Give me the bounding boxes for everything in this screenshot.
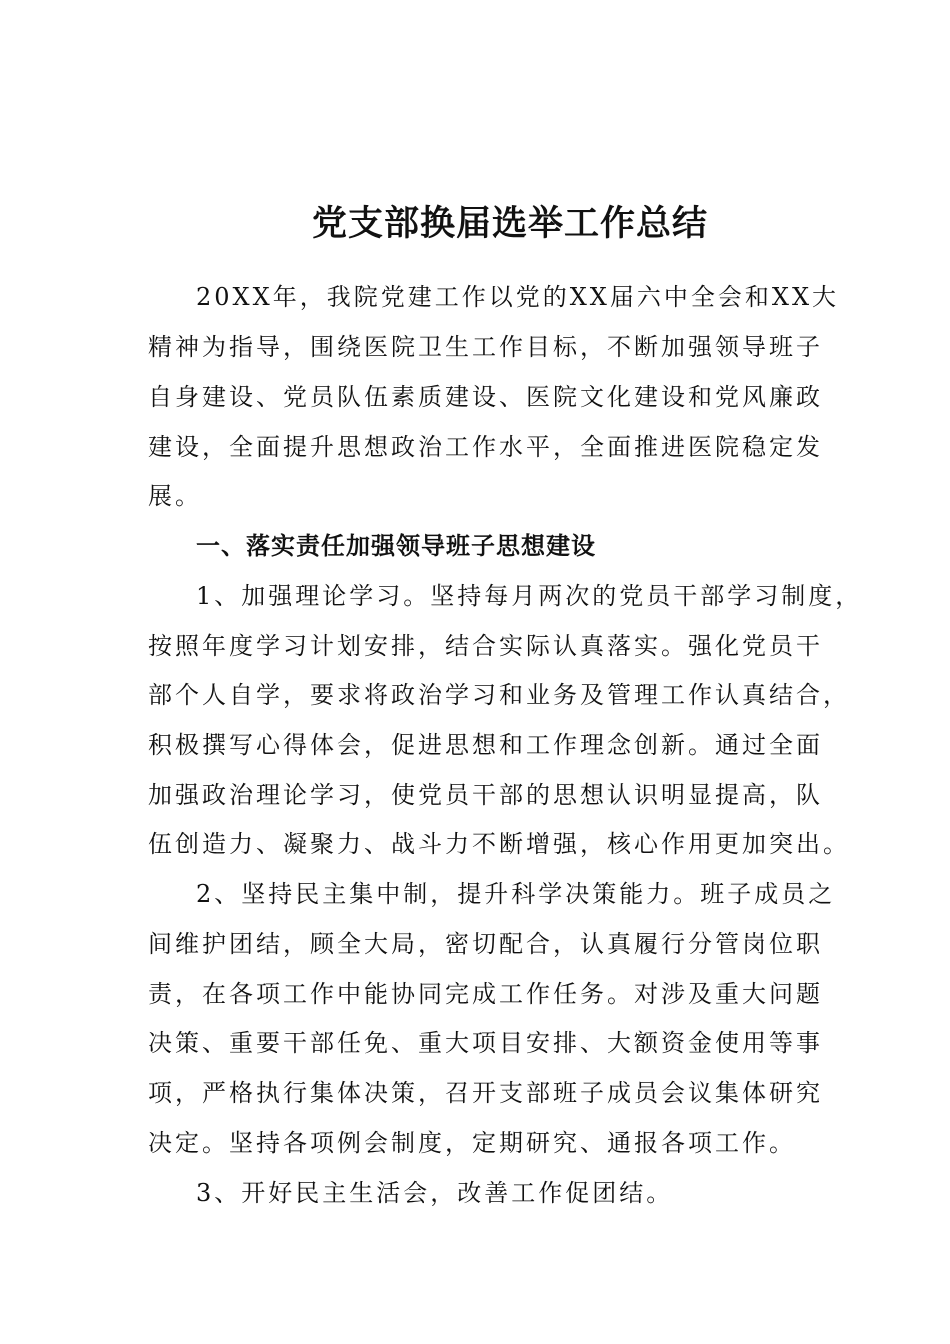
item-1-line-6: 伍创造力、凝聚力、战斗力不断增强，核心作用更加突出。 [148,830,850,858]
item-2-line-4: 决策、重要干部任免、重大项目安排、大额资金使用等事 [148,1029,823,1057]
item-3-line-1: 3、开好民主生活会，改善工作促团结。 [196,1179,674,1207]
item-2-line-3: 责，在各项工作中能协同完成工作任务。对涉及重大问题 [148,980,823,1008]
item-2-line-6: 决定。坚持各项例会制度，定期研究、通报各项工作。 [148,1129,796,1157]
item-1-line-4: 积极撰写心得体会，促进思想和工作理念创新。通过全面 [148,731,823,759]
item-2-line-2: 间维护团结，顾全大局，密切配合，认真履行分管岗位职 [148,930,823,958]
paragraph-1-line-3: 自身建设、党员队伍素质建设、医院文化建设和党风廉政 [148,383,823,411]
item-1-line-5: 加强政治理论学习，使党员干部的思想认识明显提高，队 [148,781,823,809]
paragraph-1-line-5: 展。 [148,482,202,510]
paragraph-1-line-2: 精神为指导，围绕医院卫生工作目标，不断加强领导班子 [148,333,823,361]
paragraph-1-line-4: 建设，全面提升思想政治工作水平，全面推进医院稳定发 [148,433,823,461]
paragraph-1-line-1: 20XX年，我院党建工作以党的XX届六中全会和XX大 [196,283,840,311]
item-1-line-2: 按照年度学习计划安排，结合实际认真落实。强化党员干 [148,632,823,660]
item-2-line-1: 2、坚持民主集中制，提升科学决策能力。班子成员之 [196,880,836,908]
item-2-line-5: 项，严格执行集体决策，召开支部班子成员会议集体研究 [148,1079,823,1107]
document-title: 党支部换届选举工作总结 [311,204,708,244]
section-1-heading: 一、落实责任加强领导班子思想建设 [196,532,596,560]
item-1-line-1: 1、加强理论学习。坚持每月两次的党员干部学习制度， [196,582,863,610]
item-1-line-3: 部个人自学，要求将政治学习和业务及管理工作认真结合， [148,681,850,709]
